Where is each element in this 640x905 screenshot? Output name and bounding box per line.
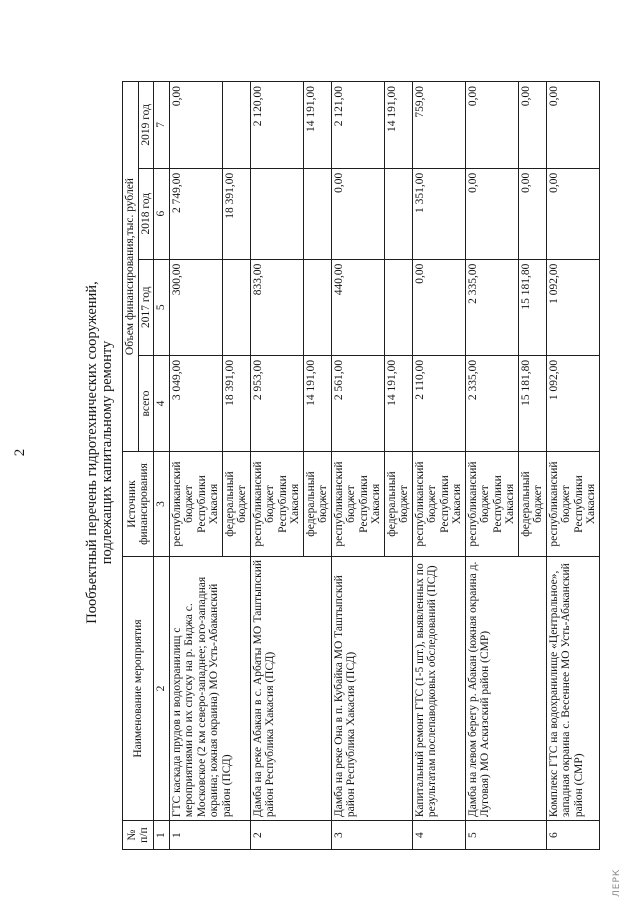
amount-2018: 0,00 xyxy=(465,168,518,259)
amount-total: 15 181,80 xyxy=(518,355,546,451)
row-number: 4 xyxy=(412,821,465,850)
amount-2017: 833,00 xyxy=(250,259,303,355)
amount-2019: 0,00 xyxy=(546,82,599,169)
column-index: 2 xyxy=(154,556,170,820)
funding-source: республиканский бюджет Республики Хакасия xyxy=(250,452,303,557)
amount-total: 1 092,00 xyxy=(546,355,599,451)
amount-2019: 0,00 xyxy=(169,82,222,169)
amount-2017: 15 181,80 xyxy=(518,259,546,355)
header-2017: 2017 год xyxy=(138,259,154,355)
row-number: 5 xyxy=(465,821,546,850)
column-index-row xyxy=(154,82,170,850)
title-line-2: подлежащих капитальному ремонту xyxy=(99,340,115,565)
amount-2018: 2 749,00 xyxy=(169,168,222,259)
amount-2018: 1 351,00 xyxy=(412,168,465,259)
measure-name: Капитальный ремонт ГТС (1-5 шт.), выявленных по результатам послепаводковых обследований (ПСД) xyxy=(412,556,465,820)
amount-total: 3 049,00 xyxy=(169,355,222,451)
amount-total: 2 953,00 xyxy=(250,355,303,451)
amount-2019: 2 121,00 xyxy=(331,82,384,169)
amount-total: 2 561,00 xyxy=(331,355,384,451)
header-total: всего xyxy=(138,355,154,451)
document-title xyxy=(85,150,115,755)
amount-2018: 0,00 xyxy=(331,168,384,259)
funding-source: федеральный бюджет xyxy=(303,452,331,557)
amount-2017: 1 092,00 xyxy=(546,259,599,355)
measure-name: ГТС каскада прудов и водохранилищ с мероприятиями по их спуску на р. Биджа с. Московское (2 км северо-западнее; юго-западная окраина; южная окраина) МО Усть-Абаканский район (ПСД) xyxy=(169,556,250,820)
amount-2017 xyxy=(303,259,331,355)
amount-2019: 0,00 xyxy=(465,82,518,169)
row-number: 1 xyxy=(169,821,250,850)
amount-total: 14 191,00 xyxy=(303,355,331,451)
table-row xyxy=(546,82,599,850)
column-index: 6 xyxy=(154,168,170,259)
table-row xyxy=(465,82,518,850)
funding-source: республиканский бюджет Республики Хакасия xyxy=(169,452,222,557)
amount-2018 xyxy=(303,168,331,259)
amount-2018: 0,00 xyxy=(546,168,599,259)
amount-2019: 14 191,00 xyxy=(384,82,412,169)
amount-2019: 2 120,00 xyxy=(250,82,303,169)
amount-2018 xyxy=(384,168,412,259)
title-line-1: Пообъектный перечень гидротехнических сооружений, xyxy=(84,281,100,624)
measure-name: Комплекс ГТС на водохранилище «Центральное», западная окраина с. Весеннее МО Усть-Абаканский район (СМР) xyxy=(546,556,599,820)
funding-source: федеральный бюджет xyxy=(518,452,546,557)
funding-source: республиканский бюджет Республики Хакасия xyxy=(465,452,518,557)
header-volume: Объем финансирования,тыс. рублей xyxy=(123,82,139,452)
amount-2019: 759,00 xyxy=(412,82,465,169)
funding-source: федеральный бюджет xyxy=(222,452,250,557)
table-row xyxy=(250,82,303,850)
amount-total: 14 191,00 xyxy=(384,355,412,451)
table-row xyxy=(169,82,222,850)
row-number: 2 xyxy=(250,821,331,850)
row-number: 3 xyxy=(331,821,412,850)
row-number: 6 xyxy=(546,821,599,850)
header-2019: 2019 год xyxy=(138,82,154,169)
amount-total: 18 391,00 xyxy=(222,355,250,451)
measure-name: Дамба на реке Она в п. Кубайка МО Таштыпский район Республика Хакасия (ПСД) xyxy=(331,556,412,820)
scan-stamp: ЛЕРК xyxy=(612,868,622,897)
column-index: 4 xyxy=(154,355,170,451)
amount-2019 xyxy=(222,82,250,169)
amount-2017: 440,00 xyxy=(331,259,384,355)
header-num: № п/п xyxy=(123,821,154,850)
column-index: 5 xyxy=(154,259,170,355)
funding-source: республиканский бюджет Республики Хакасия xyxy=(546,452,599,557)
amount-2017: 300,00 xyxy=(169,259,222,355)
funding-source: республиканский бюджет Республики Хакасия xyxy=(331,452,384,557)
amount-total: 2 335,00 xyxy=(465,355,518,451)
financing-table xyxy=(122,81,600,850)
amount-2017 xyxy=(384,259,412,355)
amount-2018: 0,00 xyxy=(518,168,546,259)
column-index: 7 xyxy=(154,82,170,169)
column-index: 1 xyxy=(154,821,170,850)
funding-source: республиканский бюджет Республики Хакасия xyxy=(412,452,465,557)
column-index: 3 xyxy=(154,452,170,557)
amount-2018 xyxy=(250,168,303,259)
amount-2017: 0,00 xyxy=(412,259,465,355)
funding-source: федеральный бюджет xyxy=(384,452,412,557)
header-name: Наименование мероприятия xyxy=(123,556,154,820)
header-source: Источник финансирования xyxy=(123,452,154,557)
amount-2018: 18 391,00 xyxy=(222,168,250,259)
amount-2017: 2 335,00 xyxy=(465,259,518,355)
amount-2019: 0,00 xyxy=(518,82,546,169)
amount-2019: 14 191,00 xyxy=(303,82,331,169)
header-row-1 xyxy=(123,82,139,850)
amount-total: 2 110,00 xyxy=(412,355,465,451)
table-row xyxy=(331,82,384,850)
amount-2017 xyxy=(222,259,250,355)
measure-name: Дамба на левом берегу р. Абакан (южная окраина д. Луговая) МО Аскизский район (СМР) xyxy=(465,556,546,820)
measure-name: Дамба на реке Абакан в с. Арбаты МО Таштыпский район Республика Хакасия (ПСД) xyxy=(250,556,331,820)
table-row xyxy=(412,82,465,850)
header-2018: 2018 год xyxy=(138,168,154,259)
page-number: 2 xyxy=(12,448,28,457)
